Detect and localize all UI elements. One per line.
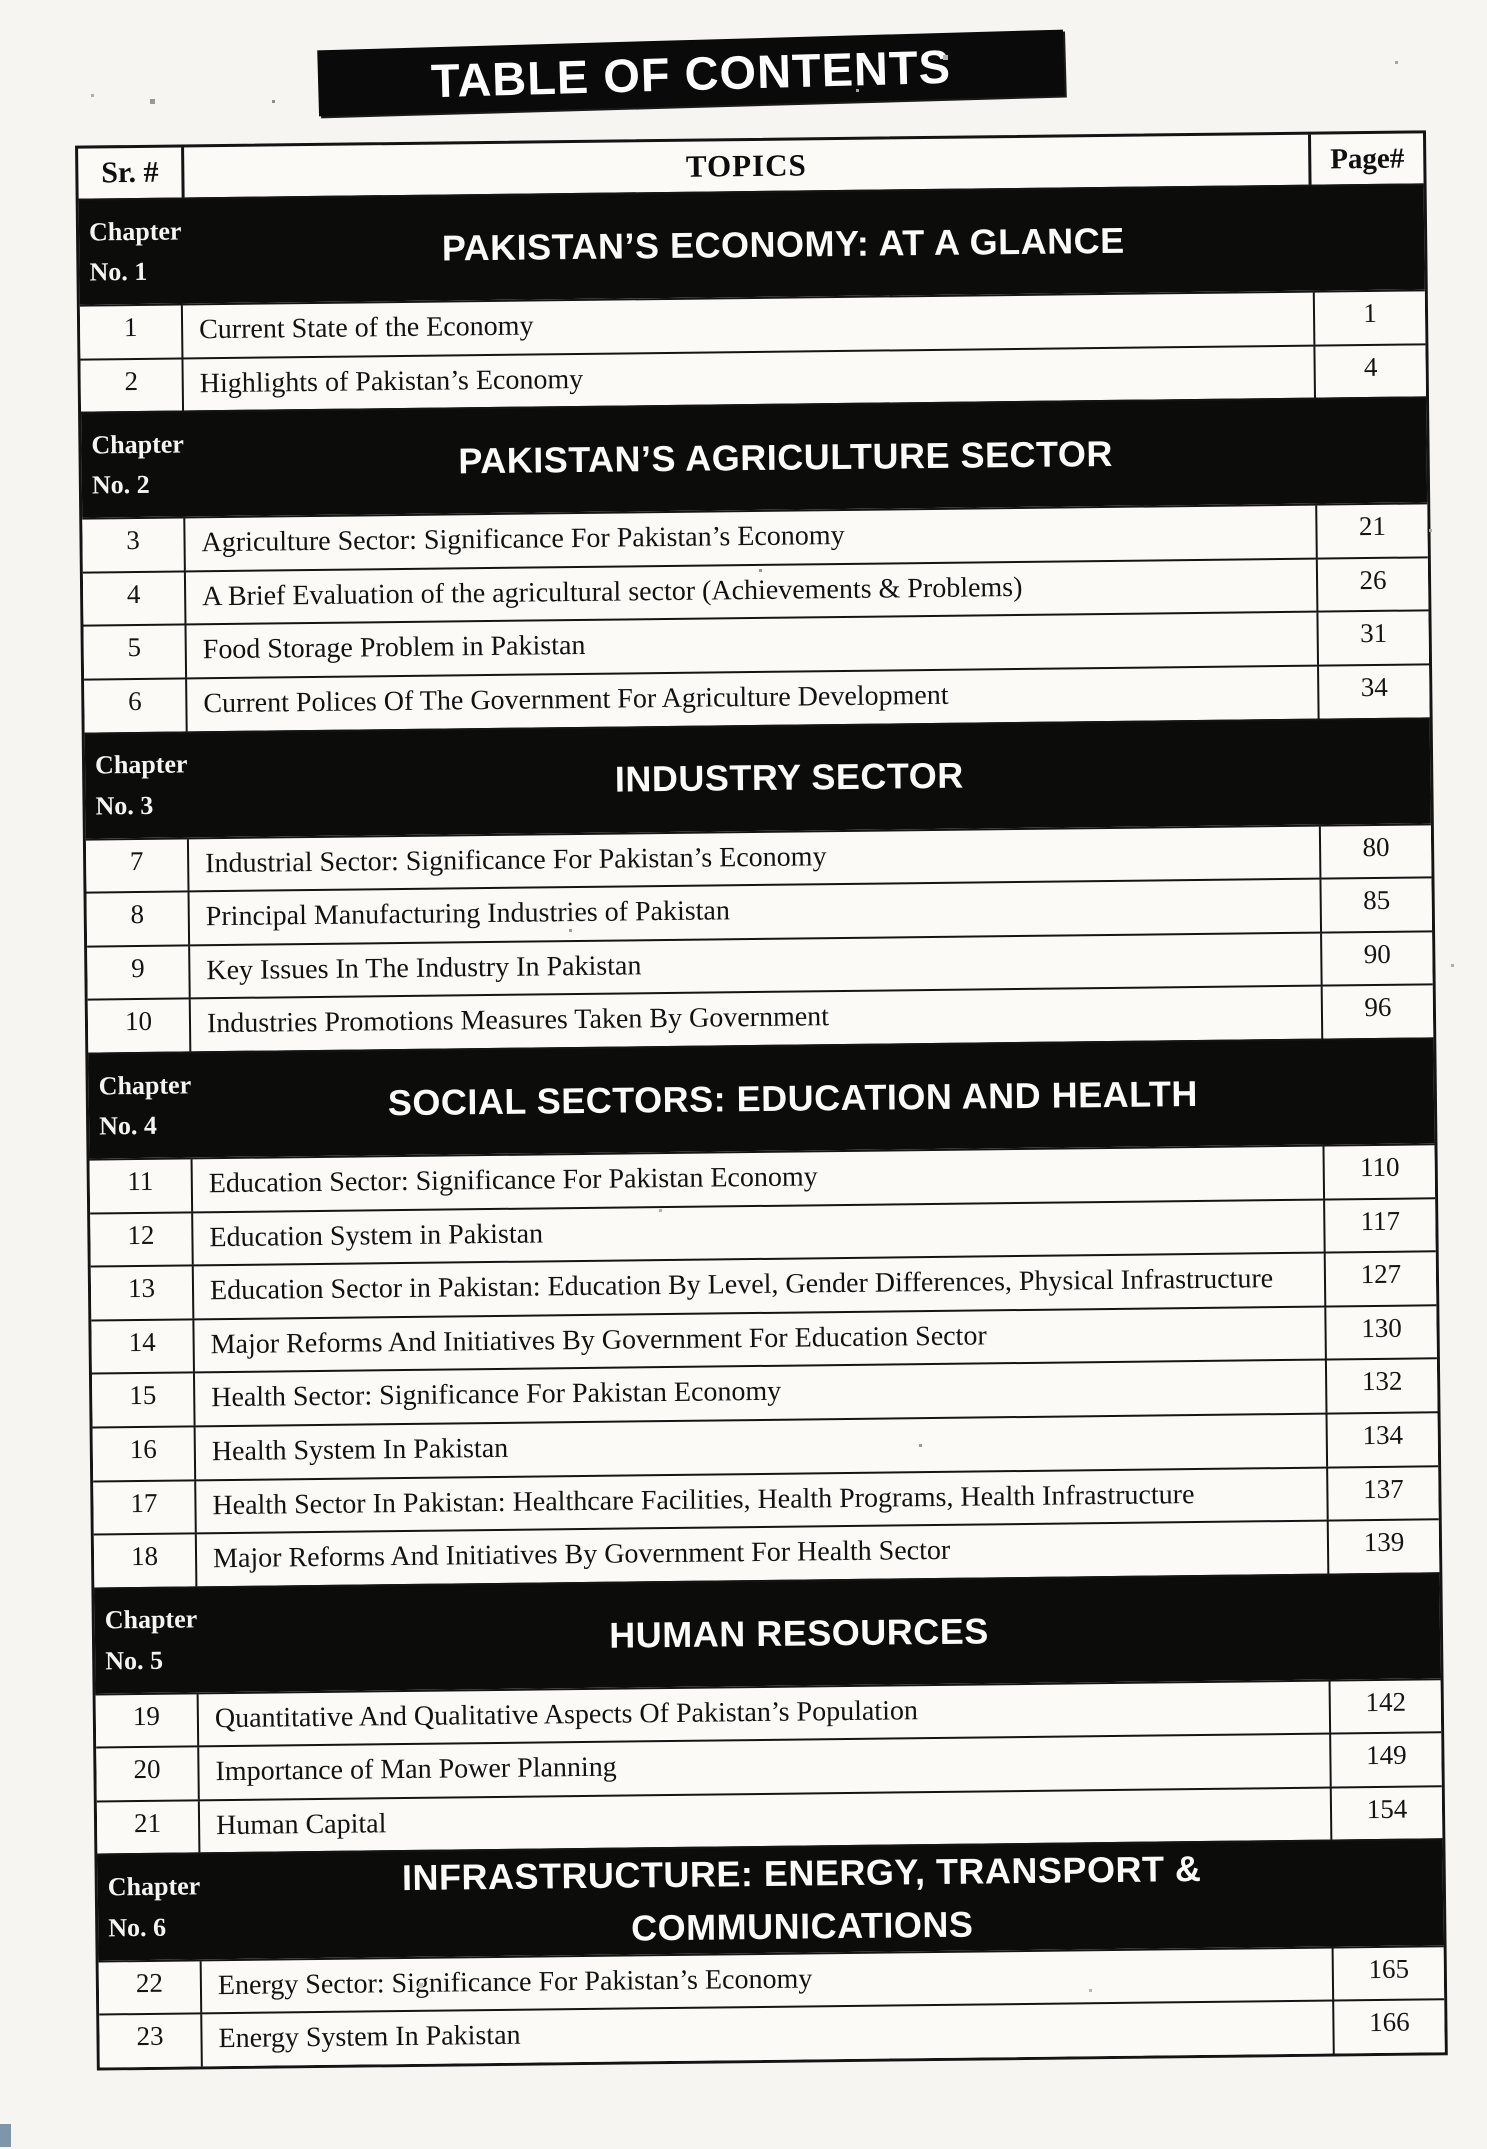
- toc-sections: [79, 183, 1445, 2067]
- row-sr: 19: [96, 1694, 200, 1747]
- row-topic: Current Polices Of The Government For Agriculture Development: [203, 679, 949, 720]
- row-topic: Industries Promotions Measures Taken By Government: [206, 1001, 830, 1040]
- scan-speckles: [0, 0, 1, 1]
- chapter-number: Chapter No. 2: [91, 429, 184, 500]
- chapter-title: PAKISTAN’S AGRICULTURE SECTOR: [458, 433, 1114, 482]
- chapter-number: Chapter No. 6: [107, 1871, 200, 1943]
- chapter-header-row: [81, 397, 1427, 518]
- row-sr: 3: [82, 519, 186, 572]
- row-topic: Health System In Pakistan: [211, 1432, 509, 1468]
- chapter-number: Chapter No. 5: [104, 1604, 197, 1676]
- row-page: 4: [1313, 345, 1426, 398]
- row-page: 34: [1317, 665, 1430, 718]
- chapter-title: HUMAN RESOURCES: [608, 1609, 989, 1656]
- chapter-header-row: [97, 1839, 1443, 1961]
- row-sr: 18: [94, 1534, 198, 1587]
- row-page: 154: [1330, 1787, 1443, 1840]
- row-topic: A Brief Evaluation of the agricultural sector (Achievements & Problems): [201, 571, 1023, 613]
- row-page: 132: [1325, 1360, 1438, 1413]
- row-topic: Agriculture Sector: Significance For Pakistan’s Economy: [201, 520, 845, 559]
- row-page: 166: [1332, 2001, 1445, 2054]
- row-sr: 20: [96, 1748, 200, 1801]
- row-topic: Major Reforms And Initiatives By Government For Health Sector: [212, 1534, 951, 1575]
- chapter-number: Chapter No. 4: [98, 1070, 191, 1141]
- header-sr: Sr. #: [78, 147, 185, 198]
- row-sr: 6: [84, 679, 188, 732]
- row-page: 117: [1323, 1199, 1436, 1252]
- row-topic: Health Sector: Significance For Pakistan Economy: [211, 1376, 782, 1414]
- row-page: 85: [1319, 878, 1432, 931]
- row-topic: Major Reforms And Initiatives By Government For Education Sector: [210, 1320, 987, 1360]
- row-topic: Education System in Pakistan: [209, 1217, 544, 1253]
- row-page: 149: [1329, 1734, 1442, 1787]
- row-page: 90: [1320, 932, 1433, 985]
- row-sr: 16: [93, 1427, 197, 1480]
- row-topic: Energy Sector: Significance For Pakistan’s Economy: [217, 1963, 813, 2002]
- row-topic: Industrial Sector: Significance For Pakistan’s Economy: [205, 840, 827, 879]
- row-page: 127: [1324, 1252, 1437, 1305]
- row-page: 110: [1322, 1145, 1435, 1198]
- row-sr: 4: [83, 572, 187, 625]
- row-sr: 7: [86, 839, 190, 892]
- chapter-title: INDUSTRY SECTOR: [614, 755, 964, 801]
- row-sr: 22: [99, 1961, 203, 2014]
- row-sr: 21: [97, 1801, 201, 1854]
- row-page: 96: [1321, 986, 1434, 1039]
- row-page: 26: [1316, 558, 1429, 611]
- row-sr: 12: [90, 1213, 194, 1266]
- row-sr: 11: [90, 1159, 194, 1212]
- row-topic: Health Sector In Pakistan: Healthcare Facilities, Health Programs, Health Infrastructure: [212, 1478, 1195, 1521]
- row-sr: 1: [80, 305, 184, 358]
- row-topic: Education Sector: Significance For Pakistan Economy: [208, 1161, 818, 1200]
- row-page: 80: [1319, 825, 1432, 878]
- row-topic: Current State of the Economy: [198, 310, 534, 346]
- row-topic: Food Storage Problem in Pakistan: [202, 630, 586, 666]
- row-topic: Importance of Man Power Planning: [215, 1751, 617, 1788]
- row-page: 142: [1329, 1680, 1442, 1733]
- header-topics: TOPICS: [685, 147, 807, 184]
- chapter-number: Chapter No. 3: [94, 749, 188, 821]
- row-topic: Highlights of Pakistan’s Economy: [199, 363, 584, 399]
- toc-table: [75, 130, 1448, 2070]
- row-page: 1: [1313, 291, 1426, 344]
- row-sr: 9: [87, 946, 191, 999]
- chapter-header-row: [88, 1037, 1434, 1158]
- page-title-banner: [317, 30, 1065, 117]
- row-page: 165: [1332, 1947, 1445, 2000]
- row-topic: Human Capital: [215, 1808, 387, 1842]
- row-topic: Key Issues In The Industry In Pakistan: [206, 950, 642, 986]
- row-sr: 8: [87, 893, 191, 946]
- row-sr: 23: [99, 2015, 203, 2068]
- row-sr: 5: [84, 626, 188, 679]
- chapter-title: INFRASTRUCTURE: ENERGY, TRANSPORT & COMMUNICATIONS: [401, 1848, 1202, 1949]
- page-title: TABLE OF CONTENTS: [430, 39, 952, 107]
- chapter-header-row: [79, 183, 1425, 304]
- scan-artifact: [0, 2124, 11, 2147]
- chapter-number: Chapter No. 1: [88, 216, 182, 287]
- row-page: 21: [1315, 505, 1428, 558]
- row-sr: 17: [93, 1481, 197, 1534]
- row-page: 137: [1326, 1467, 1439, 1520]
- row-page: 31: [1316, 612, 1429, 665]
- row-topic: Education Sector in Pakistan: Education By Level, Gender Differences, Physical Infrastructure: [209, 1263, 1274, 1307]
- row-page: 134: [1326, 1413, 1439, 1466]
- row-sr: 14: [91, 1320, 195, 1373]
- row-sr: 13: [91, 1267, 195, 1320]
- row-page: 139: [1327, 1520, 1440, 1573]
- header-page: Page#: [1308, 133, 1424, 184]
- row-sr: 10: [88, 1000, 192, 1053]
- row-page: 130: [1324, 1306, 1437, 1359]
- row-topic: Energy System In Pakistan: [218, 2020, 521, 2055]
- row-topic: Principal Manufacturing Industries of Pakistan: [205, 895, 731, 933]
- row-sr: 15: [92, 1374, 196, 1427]
- row-topic: Quantitative And Qualitative Aspects Of Pakistan’s Population: [214, 1694, 919, 1734]
- chapter-header-row: [94, 1572, 1440, 1693]
- chapter-header-row: [85, 717, 1431, 838]
- chapter-title: SOCIAL SECTORS: EDUCATION AND HEALTH: [387, 1072, 1199, 1124]
- row-sr: 2: [80, 359, 184, 412]
- chapter-title: PAKISTAN’S ECONOMY: AT A GLANCE: [441, 219, 1125, 269]
